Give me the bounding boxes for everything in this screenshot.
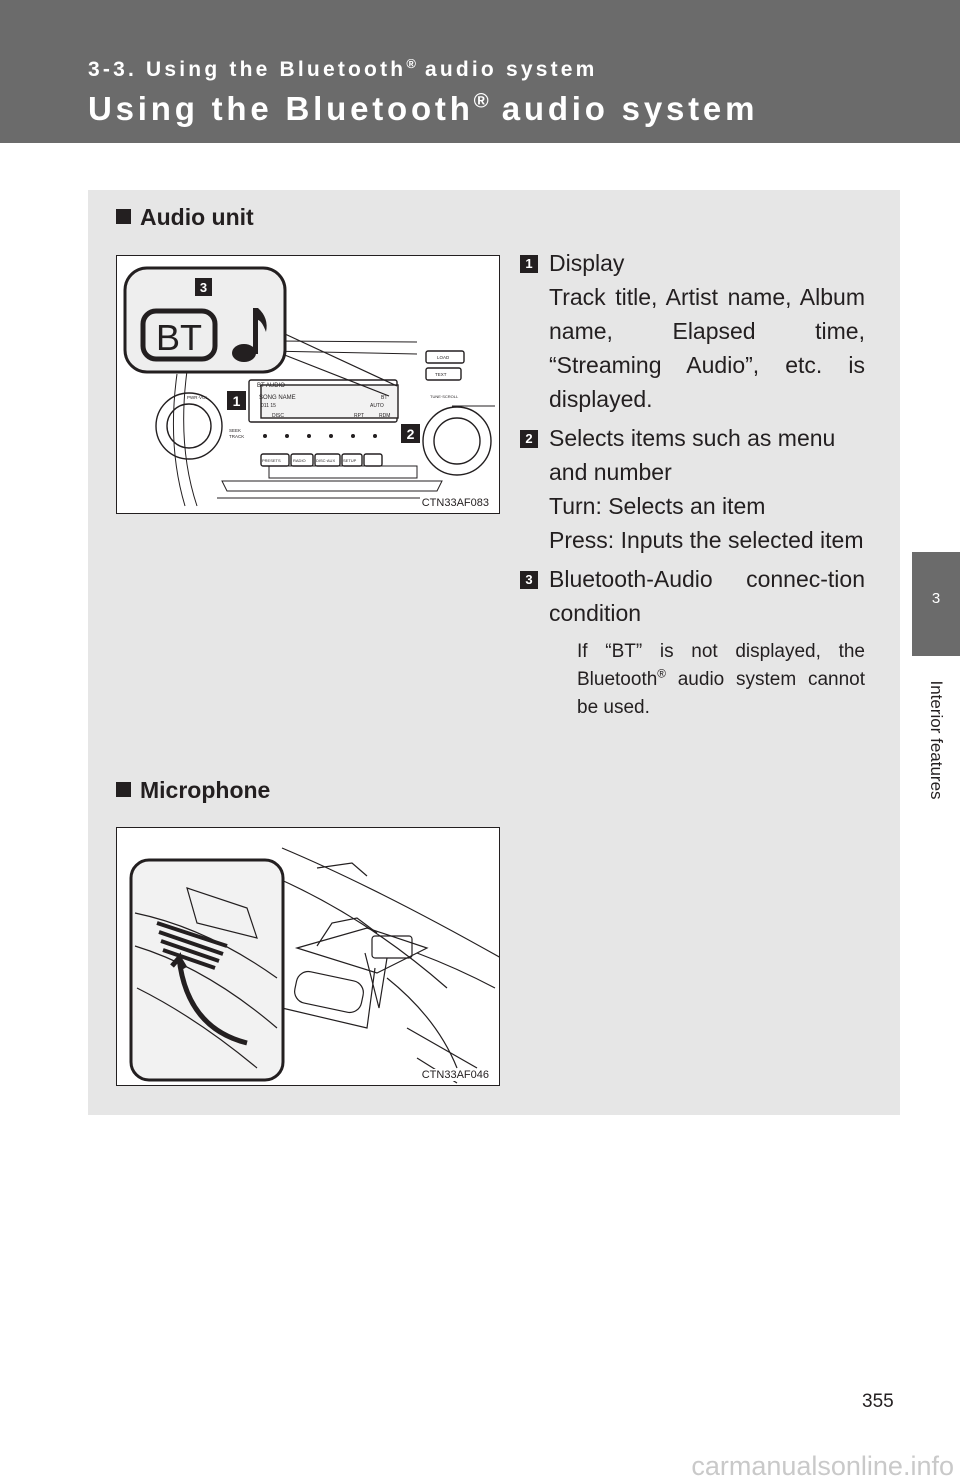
callout-1-title: Display <box>549 250 625 276</box>
label-tune-scroll: TUNE·SCROLL <box>430 394 459 399</box>
screen-bt: BT <box>381 395 388 401</box>
label-setup: SETUP <box>343 458 357 463</box>
chapter-number: 3 <box>931 590 941 607</box>
label-load: LOAD <box>437 355 450 360</box>
callout-1-badge: 1 <box>520 255 538 273</box>
microphone-heading: Microphone <box>116 777 270 804</box>
audio-unit-heading: Audio unit <box>116 204 254 231</box>
callout-2-turn: Turn: Selects an item <box>549 493 766 519</box>
screen-disc: DISC <box>272 413 284 419</box>
label-presets: PRESETS <box>262 458 281 463</box>
audio-unit-figure <box>116 255 500 514</box>
square-bullet-icon <box>116 782 131 797</box>
square-bullet-icon <box>116 209 131 224</box>
page-title: Using the Bluetooth® audio system <box>88 89 759 127</box>
screen-song: SONG NAME <box>259 395 296 401</box>
callout-2-marker: 2 <box>406 426 415 442</box>
callout-1-marker: 1 <box>232 393 241 409</box>
label-text: TEXT <box>435 372 447 377</box>
screen-auto: AUTO <box>370 403 384 409</box>
page-number: 355 <box>862 1391 894 1412</box>
callout-2 <box>520 421 865 557</box>
callout-1 <box>520 246 865 416</box>
label-pwr-vol: PWR·VOL <box>187 395 209 400</box>
callout-2-badge: 2 <box>520 430 538 448</box>
callout-3 <box>520 562 865 630</box>
screen-time: 011 15 <box>261 403 276 409</box>
label-seek: SEEK <box>229 428 242 433</box>
microphone-illustration <box>117 828 500 1086</box>
figure-code: CTN33AF083 <box>421 497 489 509</box>
callout-descriptions <box>520 246 865 722</box>
callout-2-press: Press: Inputs the selected item <box>549 527 864 553</box>
callout-3-title: Bluetooth-Audio connec-tion condition <box>549 566 865 626</box>
chapter-label: Interior features <box>927 680 946 800</box>
callout-3-badge: 3 <box>520 571 538 589</box>
microphone-figure <box>116 827 500 1086</box>
watermark: carmanualsonline.info <box>691 1451 954 1481</box>
subsection-title: 3-3. Using the Bluetooth® audio system <box>88 55 598 81</box>
figure-code: CTN33AF046 <box>421 1069 489 1081</box>
screen-source: BT AUDIO <box>257 383 285 389</box>
callout-2-title: Selects items such as menu and number <box>549 425 836 485</box>
section-header <box>0 0 960 143</box>
bt-note: If “BT” is not displayed, the Bluetooth® audio system cannot be used. <box>577 641 865 718</box>
callout-3-marker: 3 <box>199 280 208 295</box>
audio-unit-illustration <box>117 256 500 514</box>
bt-indicator: BT <box>155 317 203 358</box>
callout-1-text: Track title, Artist name, Album name, Elapsed time, “Streaming Audio”, etc. is displayed. <box>549 284 865 412</box>
chapter-tab <box>912 552 960 656</box>
label-radio: RADIO <box>293 458 306 463</box>
screen-rpt: RPT <box>354 413 364 419</box>
screen-rdm: RDM <box>379 413 391 419</box>
label-track: TRACK <box>229 434 245 439</box>
label-disc-aux: DISC·AUX <box>316 458 336 463</box>
